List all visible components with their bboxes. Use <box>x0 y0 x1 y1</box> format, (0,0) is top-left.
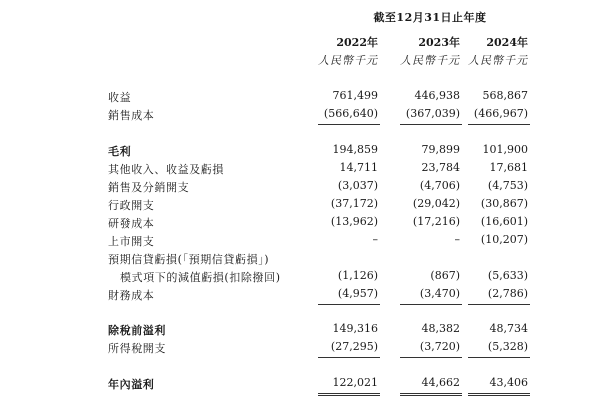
total-double-rule <box>318 393 380 396</box>
subtotal-rule <box>468 124 530 125</box>
value-2023: 446,938 <box>414 89 460 102</box>
subtotal-rule <box>318 357 380 358</box>
row-label: 上市開支 <box>108 235 155 248</box>
row-label: 收益 <box>108 91 132 104</box>
row-label: 銷售成本 <box>108 109 155 122</box>
row-label: 預期信貸虧損(「預期信貸虧損」) <box>108 253 270 266</box>
subtotal-rule <box>468 357 530 358</box>
row-selling-expenses <box>0 179 600 197</box>
value-2022: (13,962) <box>330 215 378 228</box>
value-2022: 122,021 <box>332 376 378 389</box>
value-2024: (30,867) <box>480 197 528 210</box>
value-2024: (466,967) <box>473 107 528 120</box>
unit-header-2023: 人民幣千元 <box>400 54 460 67</box>
value-2023: 48,382 <box>421 322 460 335</box>
value-2023: (4,706) <box>419 179 460 192</box>
row-cost-of-sales <box>0 107 600 125</box>
row-label: 財務成本 <box>108 289 155 302</box>
value-2022: (27,295) <box>330 340 378 353</box>
row-label: 除稅前溢利 <box>108 324 166 337</box>
value-2022: 149,316 <box>332 322 378 335</box>
value-2023: (17,216) <box>412 215 460 228</box>
total-double-rule <box>400 393 462 396</box>
value-2023: – <box>454 233 460 246</box>
row-income-tax <box>0 340 600 358</box>
value-2024: 43,406 <box>489 376 528 389</box>
value-2024: 568,867 <box>482 89 528 102</box>
value-2023: (367,039) <box>405 107 460 120</box>
value-2023: (3,720) <box>419 340 460 353</box>
row-profit-before-tax <box>0 322 600 340</box>
row-revenue <box>0 89 600 107</box>
row-label: 所得稅開支 <box>108 342 166 355</box>
unit-header-2022: 人民幣千元 <box>318 54 378 67</box>
value-2022: (1,126) <box>337 269 378 282</box>
row-other-income <box>0 161 600 179</box>
value-2022: (37,172) <box>330 197 378 210</box>
value-2022: – <box>372 233 378 246</box>
value-2024: 17,681 <box>489 161 528 174</box>
total-double-rule <box>468 393 530 396</box>
subtotal-rule <box>468 304 530 305</box>
value-2024: (4,753) <box>487 179 528 192</box>
value-2022: (566,640) <box>323 107 378 120</box>
row-label: 模式項下的減值虧損(扣除撥回) <box>120 271 281 284</box>
value-2024: (2,786) <box>487 287 528 300</box>
subtotal-rule <box>400 124 462 125</box>
value-2023: 44,662 <box>421 376 460 389</box>
row-label: 年內溢利 <box>108 378 155 391</box>
subtotal-rule <box>400 357 462 358</box>
value-2023: (867) <box>430 269 460 282</box>
row-profit-for-year <box>0 376 600 394</box>
year-2022-header: 2022年 <box>336 36 378 49</box>
value-2024: (10,207) <box>480 233 528 246</box>
subtotal-rule <box>400 304 462 305</box>
value-2022: 761,499 <box>332 89 378 102</box>
row-label: 其他收入、收益及虧損 <box>108 163 224 176</box>
subtotal-rule <box>318 304 380 305</box>
unit-header-2024: 人民幣千元 <box>468 54 528 67</box>
value-2023: 23,784 <box>421 161 460 174</box>
value-2022: (4,957) <box>337 287 378 300</box>
value-2022: 14,711 <box>339 161 378 174</box>
year-2023-header: 2023年 <box>418 36 460 49</box>
year-2024-header: 2024年 <box>486 36 528 49</box>
value-2023: (3,470) <box>419 287 460 300</box>
row-label: 行政開支 <box>108 199 155 212</box>
row-rnd-costs <box>0 215 600 233</box>
row-label: 毛利 <box>108 145 132 158</box>
row-finance-costs <box>0 287 600 305</box>
value-2024: 101,900 <box>482 143 528 156</box>
subtotal-rule <box>318 124 380 125</box>
value-2024: (5,633) <box>487 269 528 282</box>
value-2024: (16,601) <box>480 215 528 228</box>
value-2024: 48,734 <box>489 322 528 335</box>
row-impairment-loss <box>0 269 600 287</box>
value-2023: 79,899 <box>421 143 460 156</box>
row-admin-expenses <box>0 197 600 215</box>
row-ecl-heading <box>0 251 600 269</box>
row-label: 研發成本 <box>108 217 155 230</box>
period-header: 截至12月31日止年度 <box>373 11 487 24</box>
row-label: 銷售及分銷開支 <box>108 181 190 194</box>
row-listing-expenses <box>0 233 600 251</box>
value-2024: (5,328) <box>487 340 528 353</box>
row-gross-profit <box>0 143 600 161</box>
value-2022: (3,037) <box>337 179 378 192</box>
value-2023: (29,042) <box>412 197 460 210</box>
value-2022: 194,859 <box>332 143 378 156</box>
